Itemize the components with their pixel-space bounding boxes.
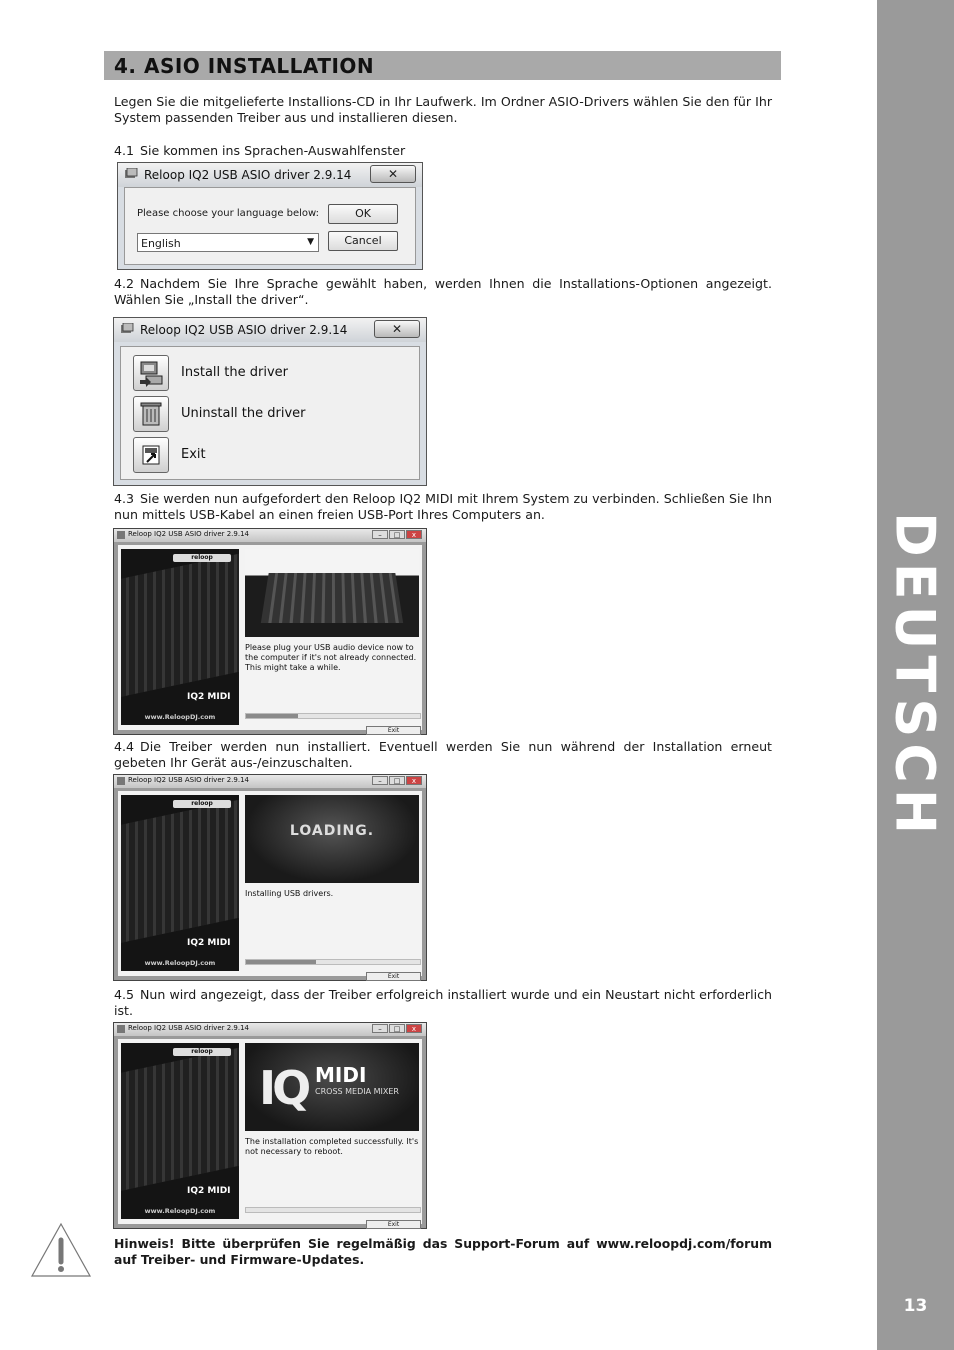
dialog-client-area [124,187,416,265]
intro-paragraph: Legen Sie die mitgelieferte Installions-CD in Ihr Laufwerk. Im Ordner ASIO-Drivers wählen Sie den für Ihr System passenden Treiber aus und installieren diesen. [114,94,772,125]
iq2-midi-logo-image [245,1043,419,1131]
step-text: Nachdem Sie Ihre Sprache gewählt haben, werden Ihnen die Installations-Optionen angezeigt. Wählen Sie „Install the driver“. [114,276,772,307]
brand-logo: reloop [173,554,231,562]
close-icon[interactable]: ✕ [374,320,420,338]
minimize-icon[interactable]: – [372,530,388,539]
step-4-3 [114,491,772,523]
step-text: Nun wird angezeigt, dass der Treiber erfolgreich installiert wurde und ein Neustart nicht erforderlich ist. [114,987,772,1018]
ok-button[interactable]: OK [328,204,398,224]
product-logo: IQ2 MIDI [187,938,231,948]
step-text: Sie kommen ins Sprachen-Auswahlfenster [140,143,406,158]
step-4-5 [114,987,772,1019]
product-logo: IQ2 MIDI [187,692,231,702]
step-4-4 [114,739,772,771]
page-number: 13 [903,1296,928,1316]
exit-button[interactable]: Exit [366,972,421,981]
installer-window-loading [113,774,427,981]
installer-titlebar [114,529,426,542]
installer-app-icon [120,323,134,335]
progress-bar [245,713,421,719]
step-text: Die Treiber werden nun installiert. Eventuell werden Sie nun während der Installation erneut gebeten Ihr Gerät aus-/einzuschalten. [114,739,772,770]
product-logo: IQ2 MIDI [187,1186,231,1196]
status-message: Please plug your USB audio device now to the computer if it's not already connected. This might take a while. [245,643,417,672]
language-select[interactable] [137,233,319,252]
step-number: 4.4 [114,739,135,754]
exit-button[interactable]: Exit [366,1220,421,1229]
uninstall-driver-label: Uninstall the driver [181,406,306,421]
close-icon[interactable]: ✕ [370,165,416,183]
install-driver-label: Install the driver [181,365,288,380]
installer-title: Reloop IQ2 USB ASIO driver 2.9.14 [128,1024,249,1032]
exit-icon [133,437,169,473]
promo-image [121,1043,239,1219]
language-dialog [117,162,423,270]
maximize-icon[interactable]: □ [389,530,405,539]
dialog-title: Reloop IQ2 USB ASIO driver 2.9.14 [140,323,348,337]
close-icon[interactable]: x [406,530,422,539]
maximize-icon[interactable]: □ [389,776,405,785]
close-icon[interactable]: x [406,1024,422,1033]
brand-url: www.ReloopDJ.com [144,713,216,721]
installer-window-plug [113,528,427,735]
step-text: Sie werden nun aufgefordert den Reloop IQ2 MIDI mit Ihrem System zu verbinden. Schließen Sie Ihn nun mittels USB-Kabel an einen freien USB-Port Ihres Computers an. [114,491,772,522]
installer-app-icon [124,168,138,180]
trash-icon [133,396,169,432]
dialog-titlebar [118,163,422,187]
exit-label: Exit [181,447,206,462]
device-rear-image [245,549,419,637]
installer-title: Reloop IQ2 USB ASIO driver 2.9.14 [128,776,249,784]
promo-image [121,549,239,725]
installer-title: Reloop IQ2 USB ASIO driver 2.9.14 [128,530,249,538]
progress-bar [245,1207,421,1213]
cancel-button[interactable]: Cancel [328,231,398,251]
maximize-icon[interactable]: □ [389,1024,405,1033]
step-4-2 [114,276,772,308]
language-sidebar [877,0,954,1350]
loading-image [245,795,419,883]
section-title: 4. ASIO INSTALLATION [114,54,375,78]
step-number: 4.5 [114,987,135,1002]
step-number: 4.2 [114,276,135,291]
installer-titlebar [114,775,426,788]
installer-app-icon [117,1025,125,1033]
install-icon [133,355,169,391]
hint-note: Hinweis! Bitte überprüfen Sie regelmäßig das Support-Forum auf www.reloopdj.com/forum auf Treiber- und Firmware-Updates. [114,1236,772,1267]
dialog-client-area [120,346,420,480]
brand-url: www.ReloopDJ.com [144,1207,216,1215]
language-select-value: English [141,237,181,250]
minimize-icon[interactable]: – [372,1024,388,1033]
installer-window-complete [113,1022,427,1229]
section-header [104,51,781,80]
iq2-midi-wordmark: MIDI [315,1063,367,1087]
iq2-subtitle: CROSS MEDIA MIXER [315,1087,399,1096]
brand-logo: reloop [173,800,231,808]
loading-text: LOADING. [289,823,375,839]
options-dialog [113,317,427,486]
status-message: Installing USB drivers. [245,889,334,898]
progress-bar [245,959,421,965]
warning-icon [30,1222,92,1278]
installer-app-icon [117,777,125,785]
installer-app-icon [117,531,125,539]
dialog-title: Reloop IQ2 USB ASIO driver 2.9.14 [144,168,352,182]
installer-titlebar [114,1023,426,1036]
step-number: 4.1 [114,143,135,158]
dialog-titlebar [114,318,426,342]
brand-logo: reloop [173,1048,231,1056]
exit-button[interactable]: Exit [366,726,421,735]
chevron-down-icon: ▼ [307,237,314,247]
language-prompt: Please choose your language below: [137,208,320,219]
iq2-logo-mark: IQ [259,1061,308,1115]
sidebar-language-label: DEUTSCH [883,511,947,841]
status-message: The installation completed successfully. It's not necessary to reboot. [245,1137,419,1156]
step-4-1 [114,143,772,159]
brand-url: www.ReloopDJ.com [144,959,216,967]
minimize-icon[interactable]: – [372,776,388,785]
close-icon[interactable]: x [406,776,422,785]
step-number: 4.3 [114,491,135,506]
promo-image [121,795,239,971]
